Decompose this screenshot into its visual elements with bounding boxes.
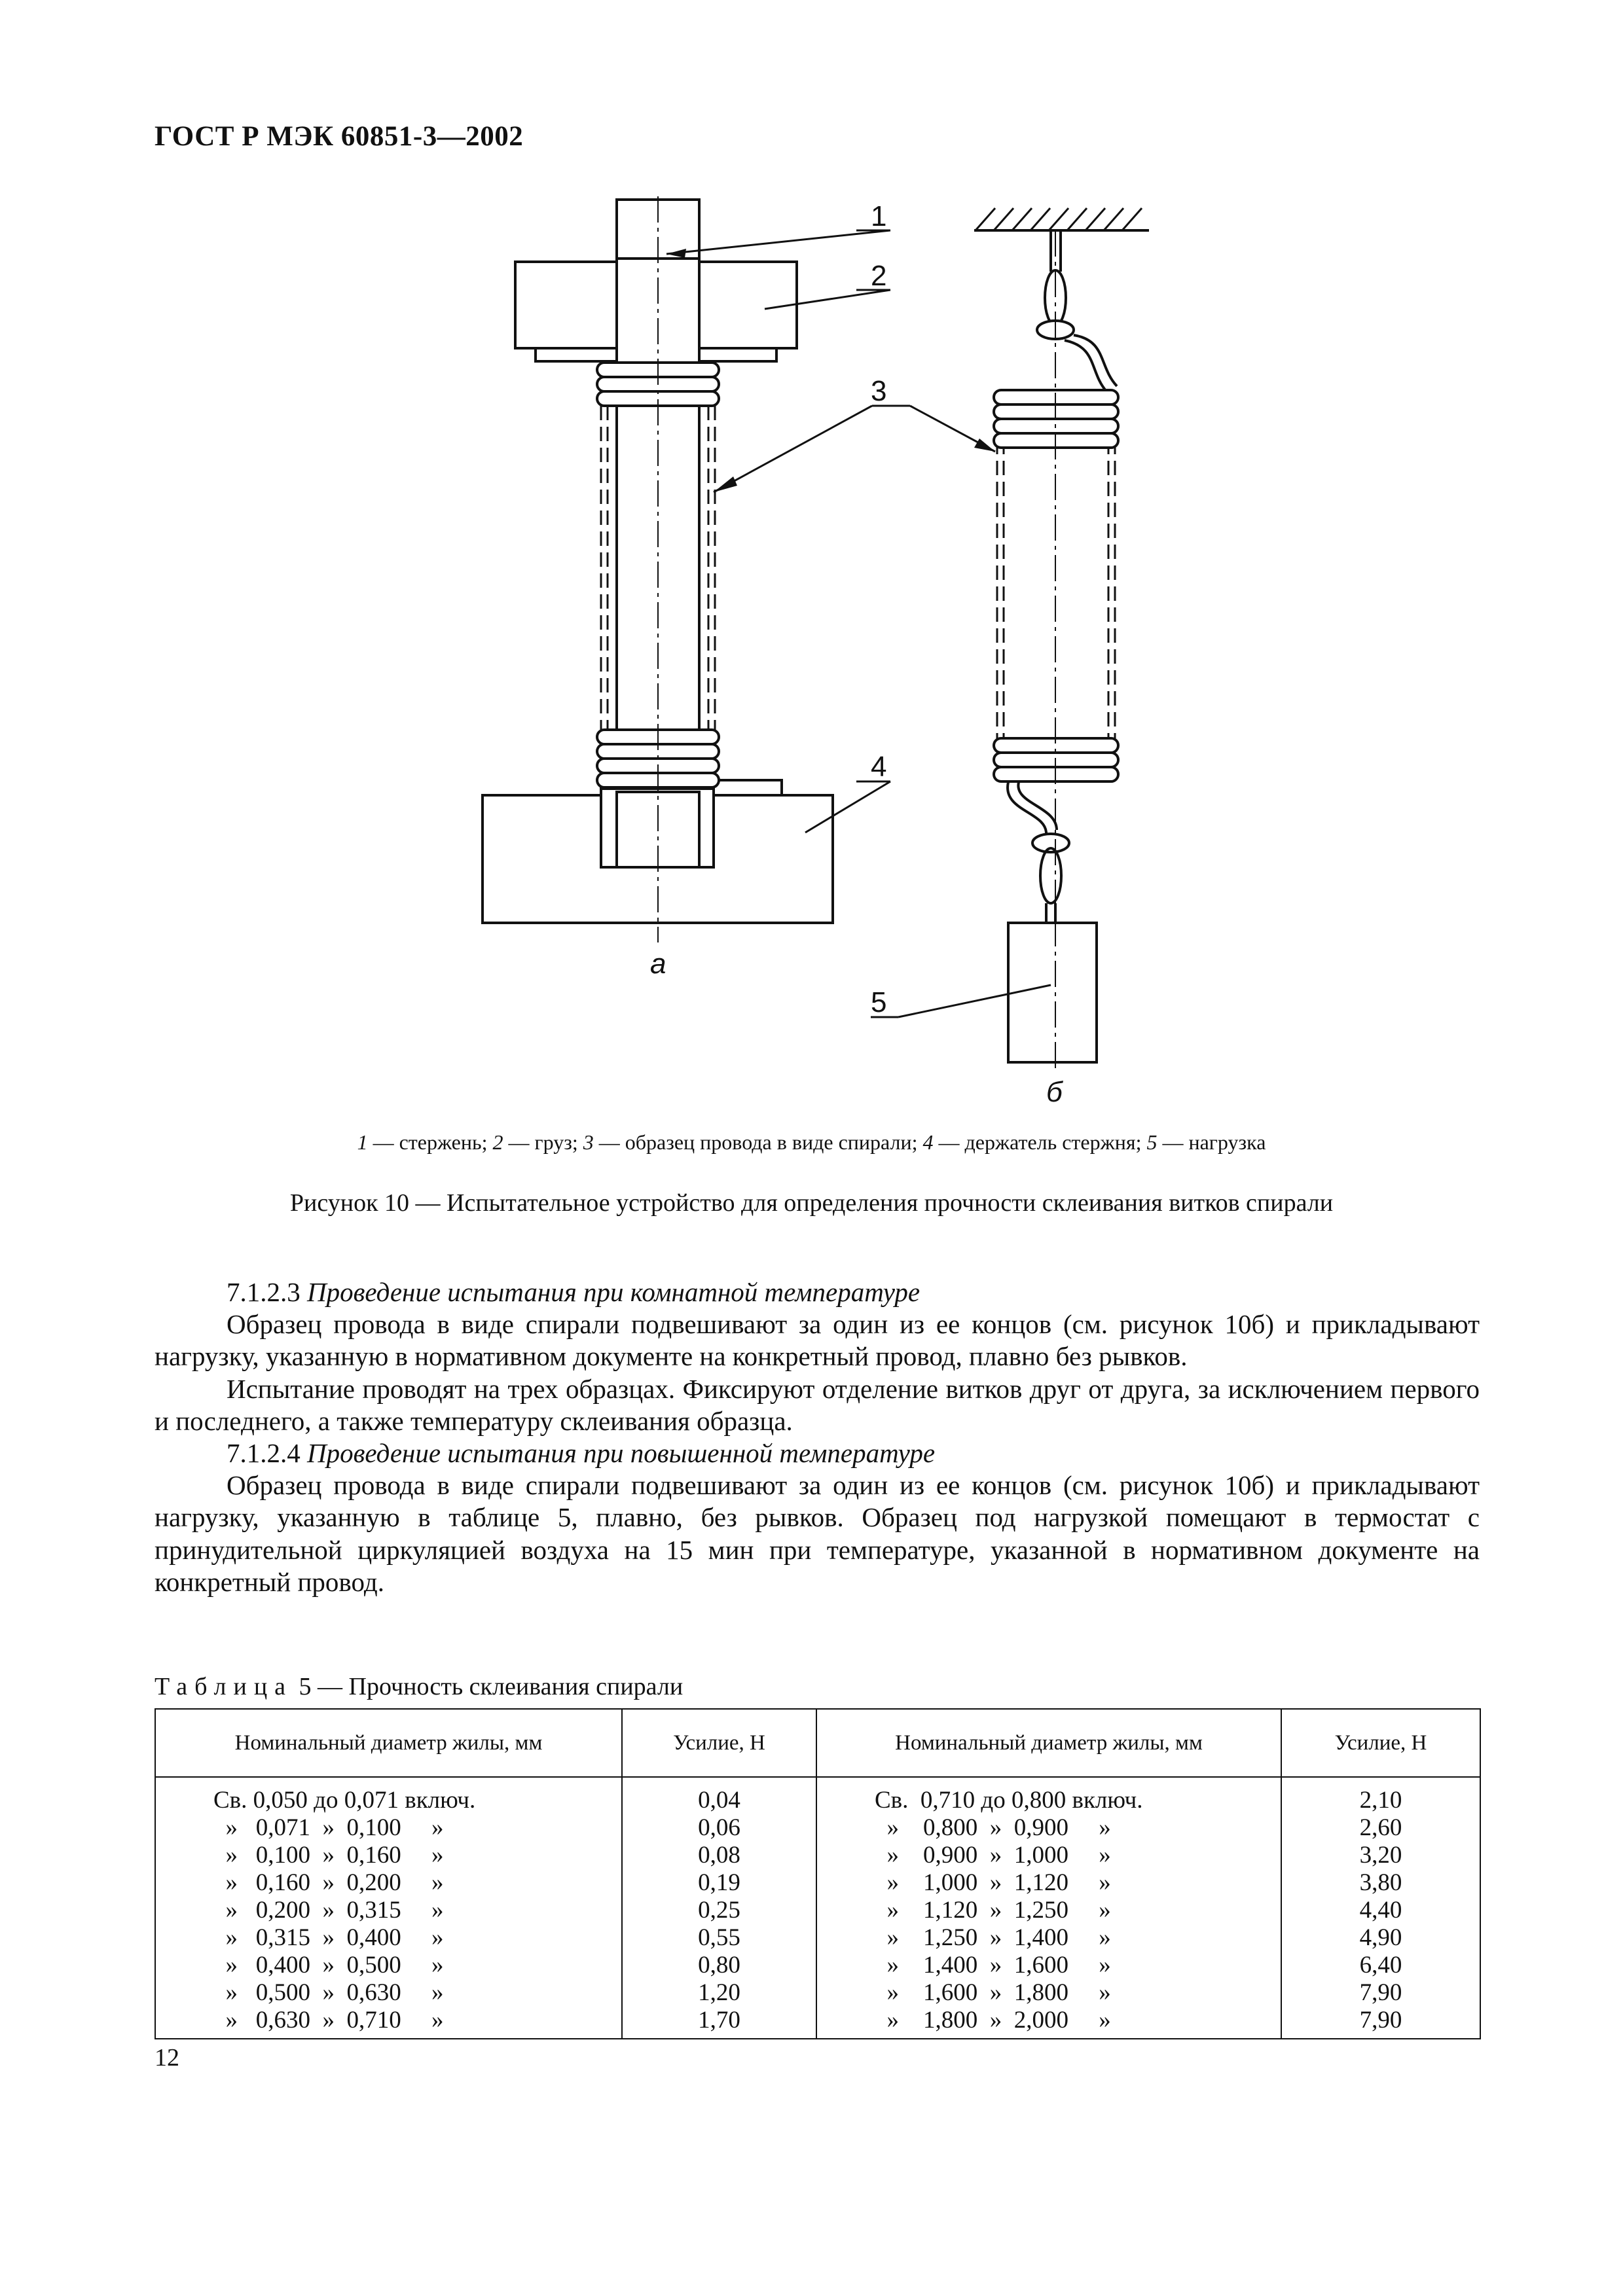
column-header: Усилие, Н [1281, 1709, 1480, 1777]
figure-label-3: 3 [871, 375, 887, 407]
figure-legend: 1 — стержень; 2 — груз; 3 — образец провода в виде спирали; 4 — держатель стержня; 5 — нагрузка [357, 1130, 1266, 1154]
table-row: » 0,500 » 0,630 » 1,20 » 1,600 » 1,800 » 7,90 [155, 1979, 1480, 2007]
figure-label-1: 1 [871, 200, 887, 232]
column-header: Номинальный диаметр жилы, мм [816, 1709, 1281, 1777]
page-number: 12 [155, 2044, 179, 2072]
test-device-figure [0, 183, 1623, 1119]
table-row: » 0,100 » 0,160 » 0,08 » 0,900 » 1,000 » 3,20 [155, 1842, 1480, 1869]
table-row: » 0,160 » 0,200 » 0,19 » 1,000 » 1,120 » 3,80 [155, 1869, 1480, 1897]
column-header: Номинальный диаметр жилы, мм [155, 1709, 622, 1777]
section-7-1-2-4-heading: 7.1.2.4 Проведение испытания при повышенной температуре [227, 1437, 936, 1468]
figure-caption: Рисунок 10 — Испытательное устройство для определения прочности склеивания витков спирали [289, 1189, 1334, 1217]
table-row: » 0,315 » 0,400 » 0,55 » 1,250 » 1,400 » 4,90 [155, 1924, 1480, 1952]
column-header: Усилие, Н [622, 1709, 816, 1777]
figure-label-2: 2 [871, 260, 887, 292]
paragraph-1: Образец провода в виде спирали подвешивают за один из ее концов (см. рисунок 10б) и прикладывают нагрузку, указанную в нормативном документе на конкретный провод, плавно без рывков. [155, 1309, 1480, 1372]
table-row: Св. 0,050 до 0,071 включ. 0,04 Св. 0,710 до 0,800 включ. 2,10 [155, 1777, 1480, 1814]
table-title: Таблица 5 — Прочность склеивания спирали [155, 1673, 684, 1700]
section-7-1-2-3-heading: 7.1.2.3 Проведение испытания при комнатной температуре [227, 1277, 921, 1307]
adhesion-strength-table [155, 1708, 1481, 2039]
load-5 [1008, 923, 1097, 1062]
figure-label-4: 4 [871, 751, 887, 783]
paragraph-3: Образец провода в виде спирали подвешивают за один из ее концов (см. рисунок 10б) и прикладывают нагрузку, указанную в таблице 5, плавно, без рывков. Образец под нагрузкой помещают в термостат с принудительной циркуляцией воздуха на 15 мин при температуре, указанной в нормативном документе на конкретный провод. [155, 1470, 1480, 1597]
paragraph-2: Испытание проводят на трех образцах. Фиксируют отделение витков друг от друга, за исключением первого и последнего, а также температуру склеивания образца. [155, 1373, 1480, 1436]
document-header: ГОСТ Р МЭК 60851-3—2002 [155, 121, 524, 152]
body-text [155, 1276, 1480, 1598]
table-row: » 0,630 » 0,710 » 1,70 » 1,800 » 2,000 » 7,90 [155, 2007, 1480, 2039]
subfigure-a-label: а [650, 948, 666, 980]
table-row: » 0,400 » 0,500 » 0,80 » 1,400 » 1,600 » 6,40 [155, 1952, 1480, 1979]
figure-label-5: 5 [871, 986, 887, 1018]
table-row: » 0,071 » 0,100 » 0,06 » 0,800 » 0,900 » 2,60 [155, 1814, 1480, 1842]
subfigure-b-label: б [1046, 1076, 1063, 1108]
table-row: » 0,200 » 0,315 » 0,25 » 1,120 » 1,250 » 4,40 [155, 1897, 1480, 1924]
